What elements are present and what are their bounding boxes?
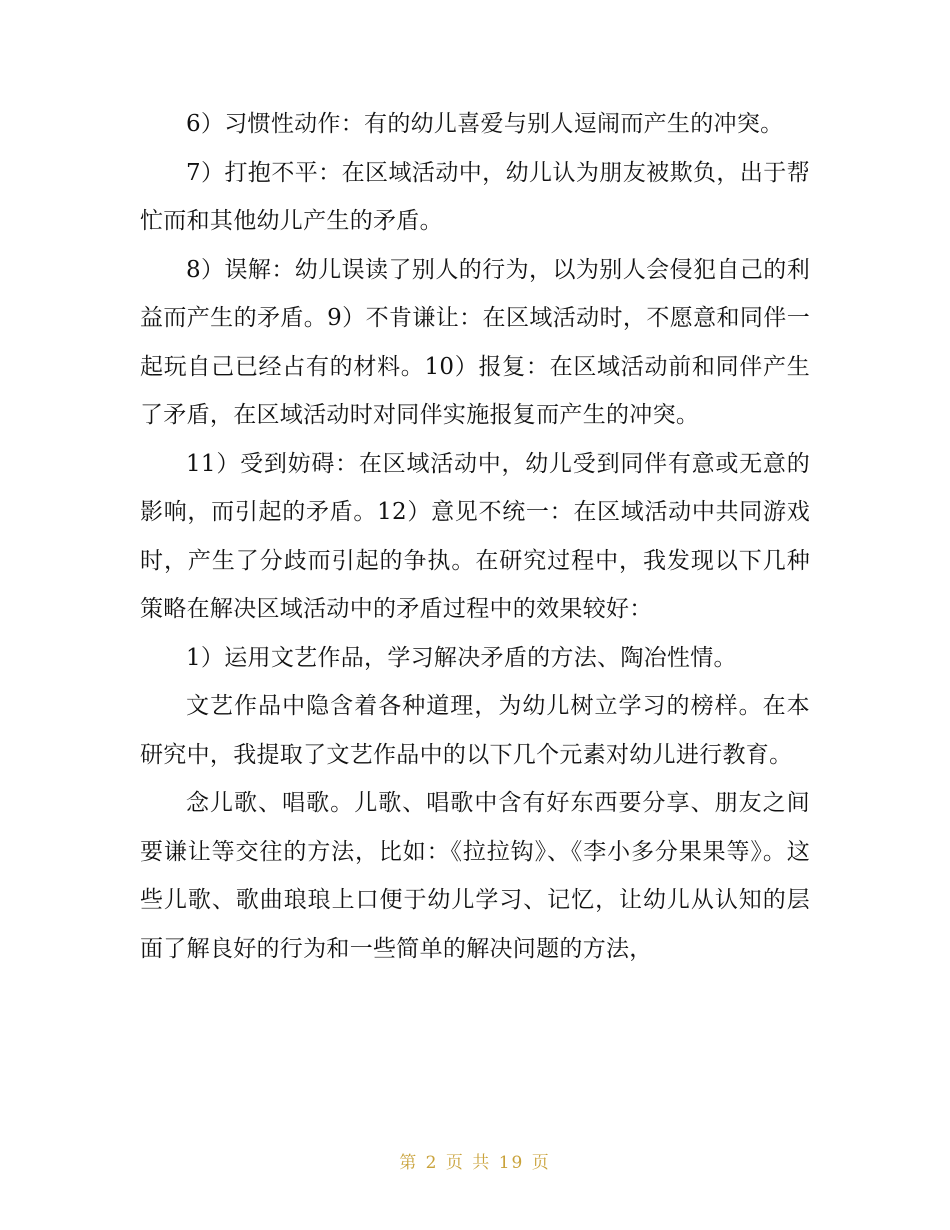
paragraph-nursery-rhymes-songs: 念儿歌、唱歌。儿歌、唱歌中含有好东西要分享、朋友之间要谦让等交往的方法，比如：《拉拉钩》、《李小多分果果等》。这些儿歌、歌曲琅琅上口便于幼儿学习、记忆，让幼儿从认知的层面了解良好的行为和一些简单的解决问题的方法，: [140, 790, 810, 962]
page-number-footer: 第 2 页 共 19 页: [399, 1153, 551, 1173]
paragraph-8-misunderstanding: 8）误解：幼儿误读了别人的行为，以为别人会侵犯自己的利益而产生的矛盾。9）不肯谦让：在区域活动时，不愿意和同伴一起玩自己已经占有的材料。10）报复：在区域活动前和同伴产生了矛盾，在区域活动时对同伴实施报复而产生的冲突。: [140, 256, 810, 428]
paragraph-strategy-literary-works: 1）运用文艺作品，学习解决矛盾的方法、陶冶性情。: [186, 644, 737, 671]
paragraph-6-habitual-action: 6）习惯性动作：有的幼儿喜爱与别人逗闹而产生的冲突。: [186, 111, 784, 137]
document-body: [140, 100, 810, 973]
paragraph-7-standing-up-for-friends: 7）打抱不平：在区域活动中，幼儿认为朋友被欺负，出于帮忙而和其他幼儿产生的矛盾。: [140, 159, 810, 234]
paragraph-literary-works-lessons: 文艺作品中隐含着各种道理，为幼儿树立学习的榜样。在本研究中，我提取了文艺作品中的以下几个元素对幼儿进行教育。: [140, 693, 810, 768]
paragraph-11-obstruction: 11）受到妨碍：在区域活动中，幼儿受到同伴有意或无意的影响，而引起的矛盾。12）意见不统一：在区域活动中共同游戏时，产生了分歧而引起的争执。在研究过程中，我发现以下几种策略在解决区域活动中的矛盾过程中的效果较好：: [140, 450, 810, 622]
